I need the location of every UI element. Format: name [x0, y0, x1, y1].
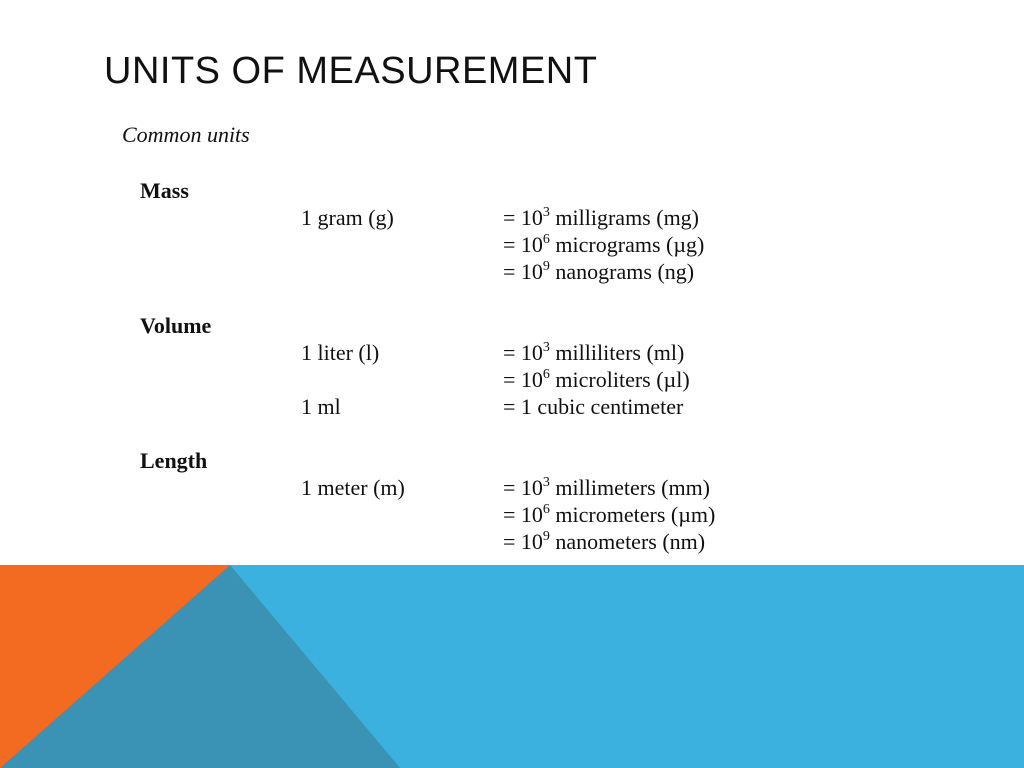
equivalent-prefix: = 10: [503, 475, 543, 500]
equivalent-value: [503, 231, 704, 258]
exponent: 6: [542, 366, 550, 382]
base-unit: 1 meter (m): [301, 475, 405, 500]
base-unit: 1 gram (g): [301, 205, 394, 230]
unit-section-mass: [0, 177, 1024, 285]
conversion-row: [0, 204, 1024, 231]
decorative-footer-band: [0, 565, 1024, 768]
conversion-row: [0, 339, 1024, 366]
equivalent-prefix: = 10: [503, 205, 543, 230]
conversion-row: [0, 474, 1024, 501]
equivalent-prefix: = 1 cubic centimeter: [503, 394, 684, 419]
equivalent-unit: milliliters (ml): [549, 340, 685, 365]
conversion-row: [0, 366, 1024, 393]
equivalent-value: [503, 501, 715, 528]
exponent: 9: [542, 258, 550, 274]
slide-title: UNITS OF MEASUREMENT: [104, 50, 598, 92]
equivalent-unit: micrometers (µm): [549, 502, 716, 527]
equivalent-value: [503, 204, 699, 231]
conversion-row: [0, 258, 1024, 285]
conversion-row: [0, 393, 1024, 420]
equivalent-value: [503, 339, 684, 366]
exponent: 3: [542, 339, 550, 355]
equivalent-unit: nanograms (ng): [549, 259, 695, 284]
equivalent-unit: micrograms (µg): [549, 232, 705, 257]
equivalent-prefix: = 10: [503, 502, 543, 527]
conversion-row: [0, 528, 1024, 555]
conversion-row: [0, 501, 1024, 528]
exponent: 3: [542, 204, 550, 220]
unit-section-volume: [0, 312, 1024, 420]
section-heading: Volume: [140, 313, 212, 338]
section-heading: Mass: [140, 178, 189, 203]
equivalent-value: [503, 474, 710, 501]
equivalent-prefix: = 10: [503, 529, 543, 554]
slide-subtitle: Common units: [122, 122, 250, 147]
section-heading-row: [0, 312, 1024, 339]
base-unit: 1 liter (l): [301, 340, 380, 365]
equivalent-unit: nanometers (nm): [549, 529, 706, 554]
equivalent-prefix: = 10: [503, 340, 543, 365]
units-list: [0, 177, 1024, 582]
unit-section-length: [0, 447, 1024, 555]
equivalent-unit: milligrams (mg): [549, 205, 700, 230]
equivalent-value: [503, 393, 683, 420]
equivalent-unit: millimeters (mm): [549, 475, 711, 500]
conversion-row: [0, 231, 1024, 258]
equivalent-prefix: = 10: [503, 232, 543, 257]
base-unit: 1 ml: [301, 394, 341, 419]
exponent: 9: [542, 528, 550, 544]
exponent: 6: [542, 501, 550, 517]
section-heading-row: [0, 177, 1024, 204]
exponent: 3: [542, 474, 550, 490]
section-heading-row: [0, 447, 1024, 474]
equivalent-unit: microliters (µl): [549, 367, 690, 392]
section-heading: Length: [140, 448, 208, 473]
exponent: 6: [542, 231, 550, 247]
equivalent-prefix: = 10: [503, 367, 543, 392]
equivalent-prefix: = 10: [503, 259, 543, 284]
equivalent-value: [503, 258, 694, 285]
equivalent-value: [503, 366, 690, 393]
equivalent-value: [503, 528, 705, 555]
